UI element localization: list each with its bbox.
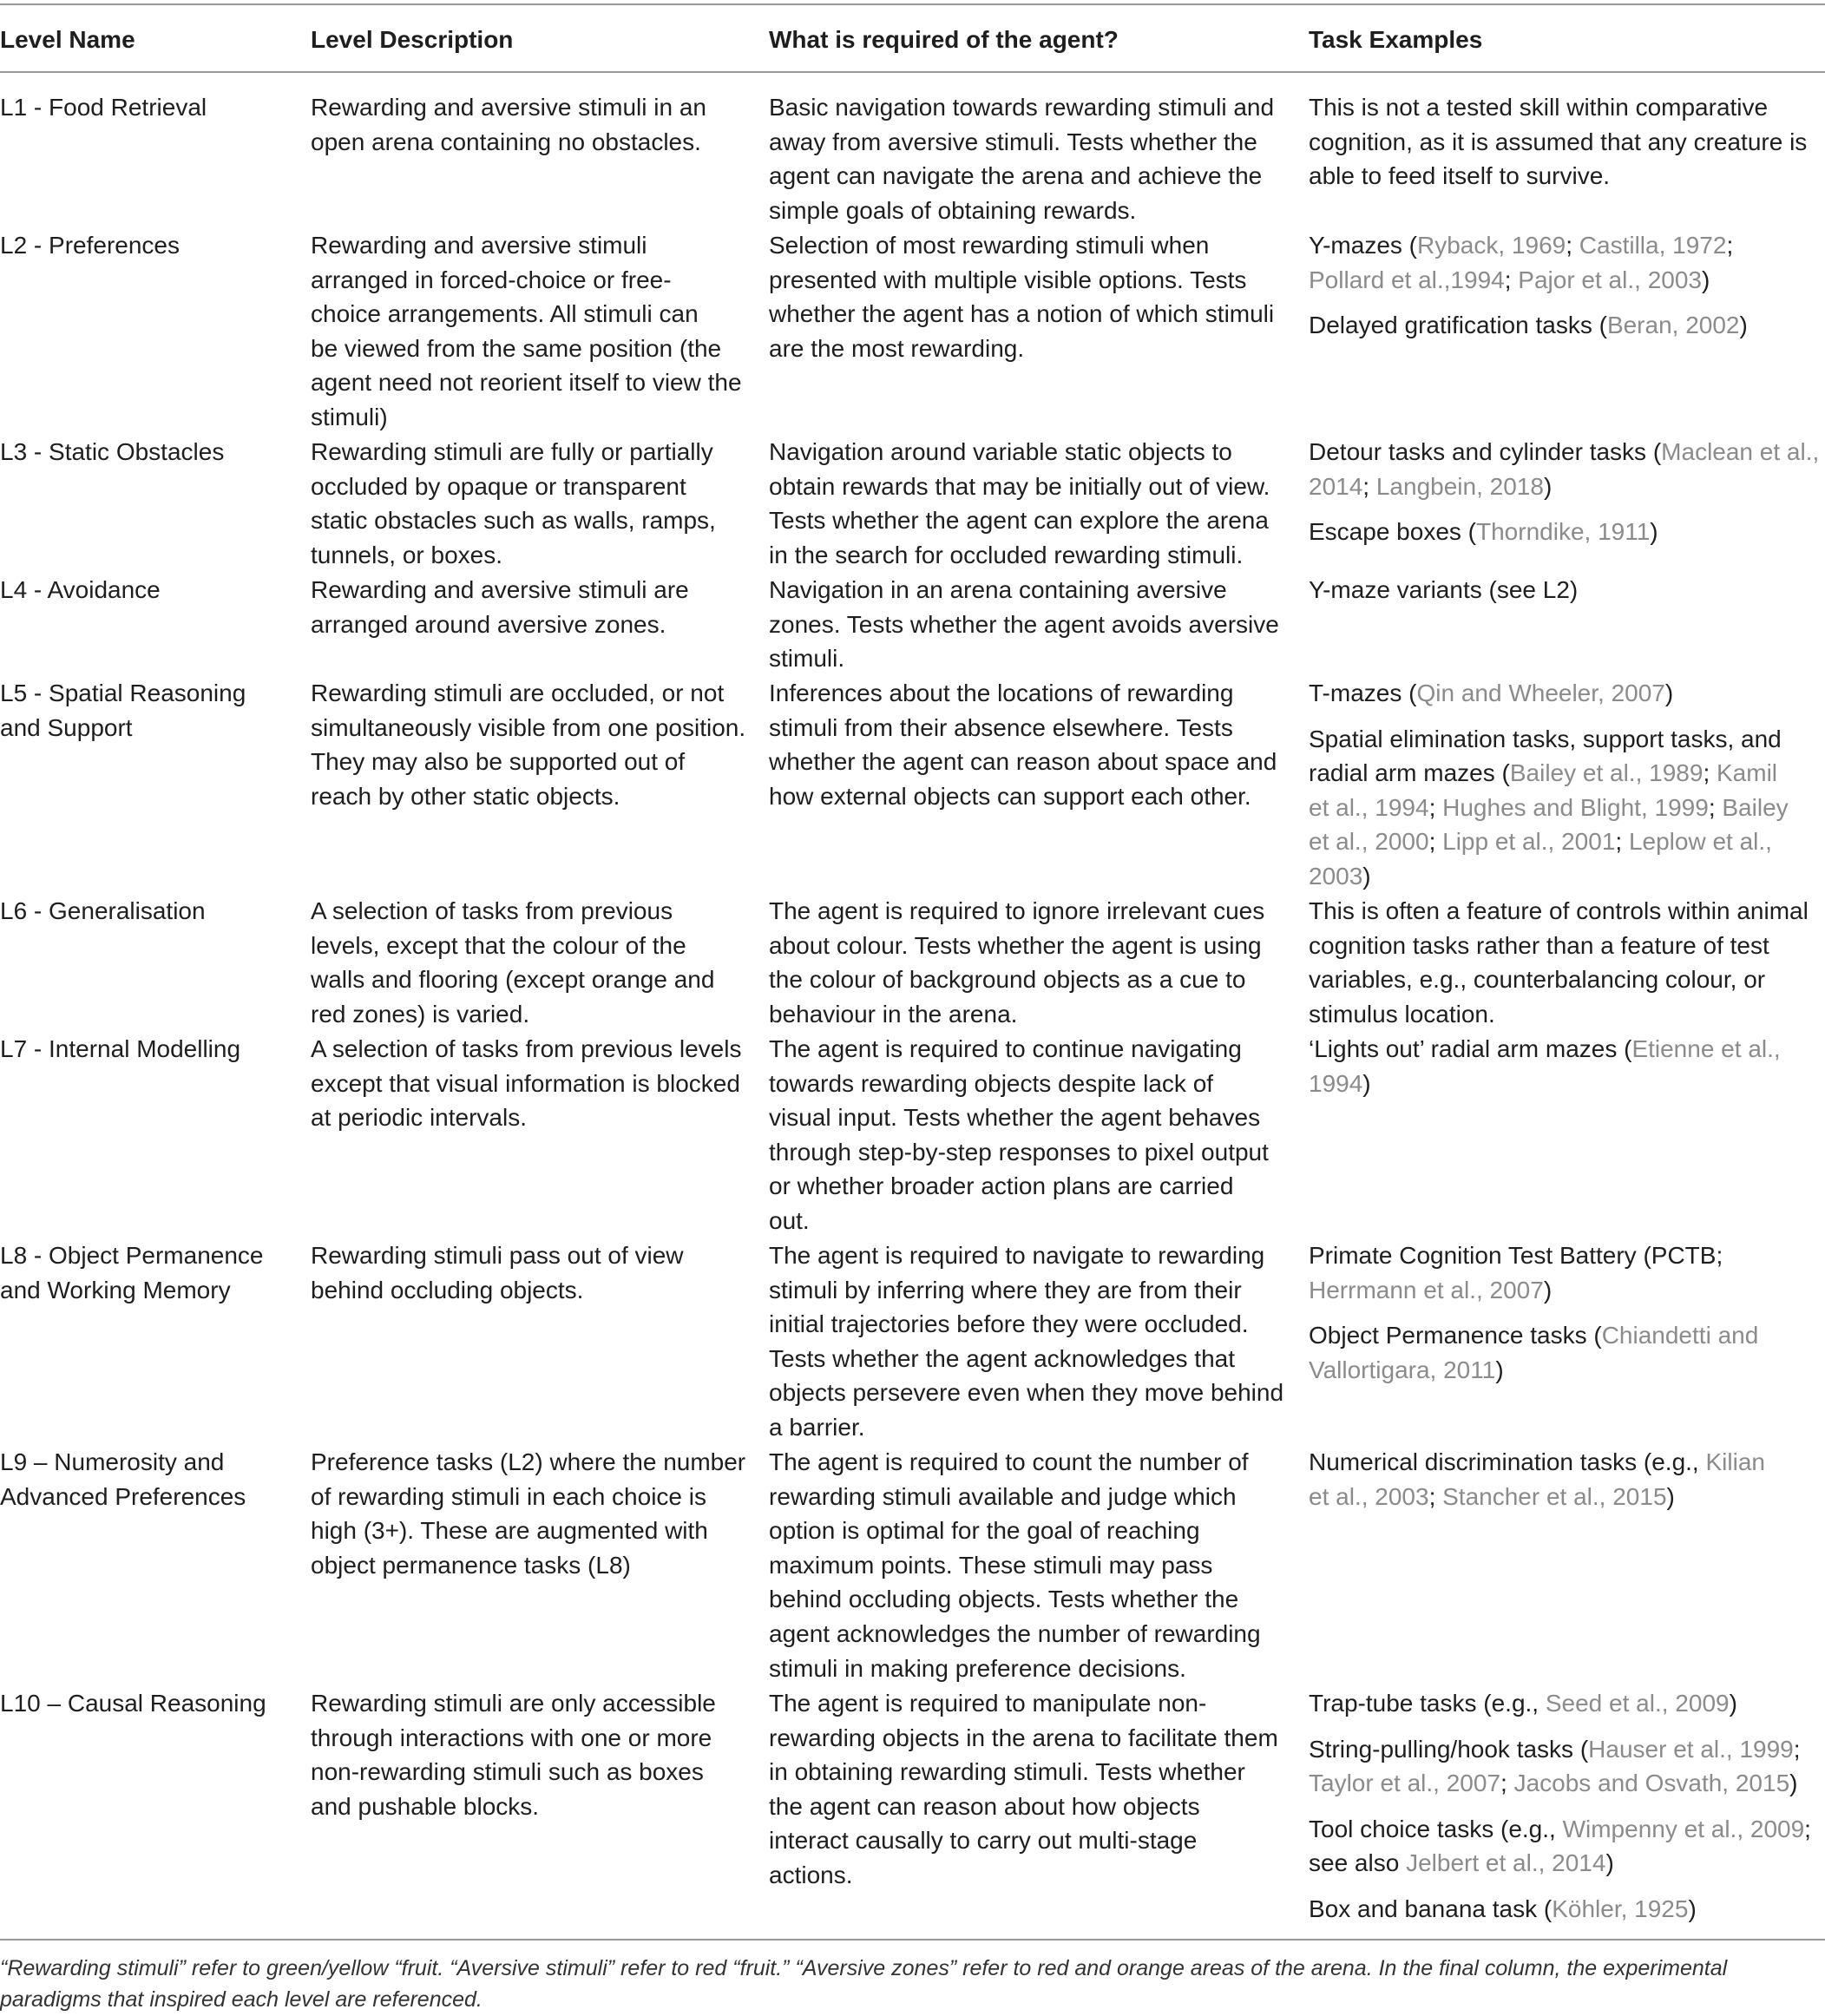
task-examples-cell: [1309, 90, 1825, 194]
citation-reference: Jelbert et al., 2014: [1406, 1849, 1606, 1877]
citation-reference: Langbein, 2018: [1375, 472, 1544, 500]
citation-reference: Ryback, 1969: [1417, 232, 1566, 259]
citation-reference: Stancher et al., 2015: [1442, 1482, 1667, 1510]
task-example: [1309, 573, 1825, 607]
level-description-cell: Rewarding stimuli pass out of view behind occluding objects.: [311, 1242, 684, 1304]
example-text: ;: [1615, 828, 1629, 856]
citation-reference: Herrmann et al., 2007: [1309, 1276, 1544, 1304]
example-text: ;: [1504, 266, 1519, 293]
task-example: [1309, 90, 1825, 194]
example-text: ): [1362, 1069, 1371, 1097]
citation-reference: Taylor et al., 2007: [1309, 1770, 1501, 1797]
agent-requirement-cell: The agent is required to navigate to rewarding stimuli by inferring where they are from their initial trajectories before they were occluded. Tests whether the agent acknowledges that objects persevere even when they move behind a barrier.: [769, 1242, 1284, 1441]
example-text: ): [1362, 862, 1371, 890]
level-description-cell: Rewarding stimuli are fully or partially occluded by opaque or transparent static obstacles such as walls, ramps, tunnels, or boxes.: [311, 438, 716, 568]
example-text: ‘Lights out’ radial arm mazes (: [1309, 1035, 1632, 1062]
example-text: Escape boxes (: [1309, 518, 1476, 546]
level-name-cell: L3 - Static Obstacles: [0, 438, 225, 465]
task-example: [1309, 1238, 1825, 1307]
example-text: Trap-tube tasks (e.g.,: [1309, 1690, 1546, 1717]
example-text: ;: [1428, 1482, 1443, 1510]
example-text: Detour tasks and cylinder tasks (: [1309, 438, 1662, 465]
example-text: ): [1739, 312, 1748, 339]
example-text: Object Permanence tasks (: [1309, 1322, 1602, 1349]
example-text: ): [1605, 1849, 1614, 1877]
citation-reference: Hauser et al., 1999: [1588, 1735, 1794, 1763]
example-text: ;: [1500, 1770, 1514, 1797]
header-level-name: Level Name: [0, 26, 135, 53]
citation-reference: Kamil et al., 1994: [1309, 759, 1778, 821]
example-text: ): [1543, 472, 1553, 500]
example-text: Primate Cognition Test Battery (PCTB;: [1309, 1242, 1723, 1269]
level-name-cell: L6 - Generalisation: [0, 897, 206, 924]
level-description-cell: Rewarding and aversive stimuli in an open arena containing no obstacles.: [311, 94, 706, 155]
task-example: [1309, 515, 1825, 549]
citation-reference: Bailey et al., 2000: [1309, 793, 1789, 856]
example-text: Box and banana task (: [1309, 1895, 1553, 1922]
example-text: ;: [1362, 472, 1376, 500]
example-text: ;: [1428, 828, 1443, 856]
example-text: ; see also: [1309, 1815, 1811, 1877]
citation-reference: Pajor et al., 2003: [1518, 266, 1702, 293]
task-example: [1309, 308, 1825, 343]
citation-reference: Pollard et al.,1994: [1309, 266, 1505, 293]
level-name-cell: L5 - Spatial Reasoning and Support: [0, 680, 246, 741]
example-text: ;: [1708, 793, 1723, 821]
level-name-cell: L10 – Causal Reasoning: [0, 1690, 266, 1717]
level-description-cell: A selection of tasks from previous levels except that visual information is blocked at periodic intervals.: [311, 1035, 742, 1132]
citation-reference: Castilla, 1972: [1579, 232, 1727, 259]
citation-reference: Jacobs and Osvath, 2015: [1513, 1770, 1790, 1797]
agent-requirement-cell: Basic navigation towards rewarding stimuli and away from aversive stimuli. Tests whether the agent can navigate the arena and achieve the simple goals of obtaining rewards.: [769, 94, 1275, 224]
task-example: [1309, 894, 1825, 1031]
task-example: [1309, 1445, 1825, 1514]
level-name-cell: L8 - Object Permanence and Working Memory: [0, 1242, 264, 1304]
example-text: Y-maze variants (see L2): [1309, 576, 1579, 603]
citation-reference: Thorndike, 1911: [1476, 518, 1651, 546]
table-footnote: “Rewarding stimuli” refer to green/yellow “fruit. “Aversive stimuli” refer to red “fruit.” “Aversive zones” refer to red and orange areas of the arena. In the final column, the experimental paradigms that inspired each level are referenced.: [0, 1956, 1728, 2012]
example-text: Delayed gratification tasks (: [1309, 312, 1607, 339]
citation-reference: Bailey et al., 1989: [1509, 759, 1704, 787]
example-text: ): [1688, 1895, 1697, 1922]
citation-reference: Etienne et al., 1994: [1309, 1035, 1781, 1097]
level-description-cell: Rewarding stimuli are occluded, or not simultaneously visible from one position. They may also be supported out of reach by other static objects.: [311, 680, 746, 810]
example-text: T-mazes (: [1309, 680, 1417, 706]
citation-reference: Köhler, 1925: [1552, 1895, 1689, 1922]
example-text: Tool choice tasks (e.g.,: [1309, 1815, 1563, 1842]
example-text: ;: [1566, 232, 1579, 259]
citation-reference: Lipp et al., 2001: [1442, 828, 1616, 856]
task-examples-cell: [1309, 894, 1825, 1031]
citation-reference: Kilian et al., 2003: [1309, 1448, 1765, 1510]
task-example: [1309, 1318, 1825, 1387]
level-description-cell: Rewarding and aversive stimuli arranged in forced-choice or free- choice arrangements. All stimuli can be viewed from the same position (the agent need not reorient itself to view the stimuli): [311, 232, 742, 430]
task-example: [1309, 1686, 1825, 1721]
level-description-cell: Rewarding stimuli are only accessible through interactions with one or more non-rewarding stimuli such as boxes and pushable blocks.: [311, 1690, 716, 1820]
header-level-description: Level Description: [311, 26, 514, 53]
example-text: Numerical discrimination tasks (e.g.,: [1309, 1448, 1706, 1475]
citation-reference: Qin and Wheeler, 2007: [1416, 680, 1665, 706]
example-text: ;: [1793, 1735, 1801, 1763]
agent-requirement-cell: The agent is required to ignore irrelevant cues about colour. Tests whether the agent is using the colour of background objects as a cue to behaviour in the arena.: [769, 897, 1265, 1028]
example-text: ): [1666, 1482, 1675, 1510]
task-examples-cell: [1309, 228, 1825, 343]
agent-requirement-cell: Navigation in an arena containing aversive zones. Tests whether the agent avoids aversive stimuli.: [769, 576, 1279, 673]
example-text: ;: [1726, 232, 1734, 259]
header-agent-requirement: What is required of the agent?: [769, 26, 1119, 53]
example-text: ): [1701, 266, 1710, 293]
table-bottom-rule: [0, 1939, 1825, 1940]
example-text: ): [1789, 1770, 1798, 1797]
agent-requirement-cell: The agent is required to manipulate non- rewarding objects in the arena to facilitate them in obtaining rewarding stimuli. Tests whether the agent can reason about how objects interact causally to carry out multi-stage actions.: [769, 1690, 1278, 1888]
task-examples-cell: [1309, 676, 1825, 894]
level-name-cell: L1 - Food Retrieval: [0, 94, 207, 121]
citation-reference: Chiandetti and Vallortigara, 2011: [1309, 1322, 1759, 1383]
agent-requirement-cell: The agent is required to continue navigating towards rewarding objects despite lack of visual input. Tests whether the agent behaves through step-by-step responses to pixel output or whether broader action plans are carried out.: [769, 1035, 1269, 1234]
example-text: This is often a feature of controls within animal cognition tasks rather than a feature of test variables, e.g., counterbalancing colour, or stimulus location.: [1309, 897, 1809, 1028]
task-examples-cell: [1309, 1445, 1825, 1514]
level-description-cell: Rewarding and aversive stimuli are arranged around aversive zones.: [311, 576, 689, 638]
citation-reference: Hughes and Blight, 1999: [1442, 793, 1709, 821]
agent-requirement-cell: Selection of most rewarding stimuli when presented with multiple visible options. Tests whether the agent has a notion of which stimuli are the most rewarding.: [769, 232, 1275, 362]
agent-requirement-cell: Navigation around variable static objects to obtain rewards that may be initially out of view. Tests whether the agent can explore the arena in the search for occluded rewarding stimuli.: [769, 438, 1270, 568]
example-text: ): [1495, 1356, 1504, 1383]
task-example: [1309, 1892, 1825, 1927]
level-description-cell: Preference tasks (L2) where the number of rewarding stimuli in each choice is high (3+). These are augmented with object permanence tasks (L8): [311, 1448, 746, 1579]
level-name-cell: L4 - Avoidance: [0, 576, 161, 603]
example-text: ): [1664, 680, 1674, 706]
agent-requirement-cell: Inferences about the locations of rewarding stimuli from their absence elsewhere. Tests whether the agent can reason about space and how external objects can support each other.: [769, 680, 1277, 810]
example-text: This is not a tested skill within comparative cognition, as it is assumed that any creature is able to feed itself to survive.: [1309, 94, 1808, 190]
task-example: [1309, 722, 1825, 894]
task-example: [1309, 435, 1825, 503]
agent-requirement-cell: The agent is required to count the number of rewarding stimuli available and judge which option is optimal for the goal of reaching maximum points. These stimuli may pass behind occluding objects. Tests whether the agent acknowledges the number of rewarding stimuli in making preference decisions.: [769, 1448, 1261, 1682]
task-example: [1309, 228, 1825, 297]
level-name-cell: L7 - Internal Modelling: [0, 1035, 241, 1062]
task-example: [1309, 1812, 1825, 1881]
task-example: [1309, 676, 1825, 711]
example-text: Y-mazes (: [1309, 232, 1418, 259]
example-text: ): [1729, 1690, 1737, 1717]
citation-reference: Leplow et al., 2003: [1309, 828, 1772, 890]
table-top-rule: [0, 3, 1825, 5]
example-text: ;: [1703, 759, 1717, 787]
task-examples-cell: [1309, 1686, 1825, 1927]
example-text: String-pulling/hook tasks (: [1309, 1735, 1589, 1763]
example-text: ): [1650, 518, 1658, 546]
citation-reference: Wimpenny et al., 2009: [1562, 1815, 1805, 1842]
header-rule: [0, 71, 1825, 73]
level-name-cell: L2 - Preferences: [0, 232, 180, 259]
task-examples-cell: [1309, 1032, 1825, 1100]
citation-reference: Seed et al., 2009: [1545, 1690, 1730, 1717]
example-text: Spatial elimination tasks, support tasks, and radial arm mazes (: [1309, 725, 1782, 787]
task-example: [1309, 1032, 1825, 1100]
level-name-cell: L9 – Numerosity and Advanced Preferences: [0, 1448, 246, 1510]
example-text: ): [1543, 1276, 1553, 1304]
header-task-examples: Task Examples: [1309, 26, 1483, 53]
citation-reference: Beran, 2002: [1606, 312, 1740, 339]
level-description-cell: A selection of tasks from previous levels, except that the colour of the walls and flooring (except orange and red zones) is varied.: [311, 897, 715, 1028]
citation-reference: Maclean et al., 2014: [1309, 438, 1820, 500]
example-text: ;: [1428, 793, 1443, 821]
task-examples-cell: [1309, 573, 1825, 607]
task-examples-cell: [1309, 435, 1825, 549]
task-example: [1309, 1732, 1825, 1801]
task-examples-cell: [1309, 1238, 1825, 1387]
